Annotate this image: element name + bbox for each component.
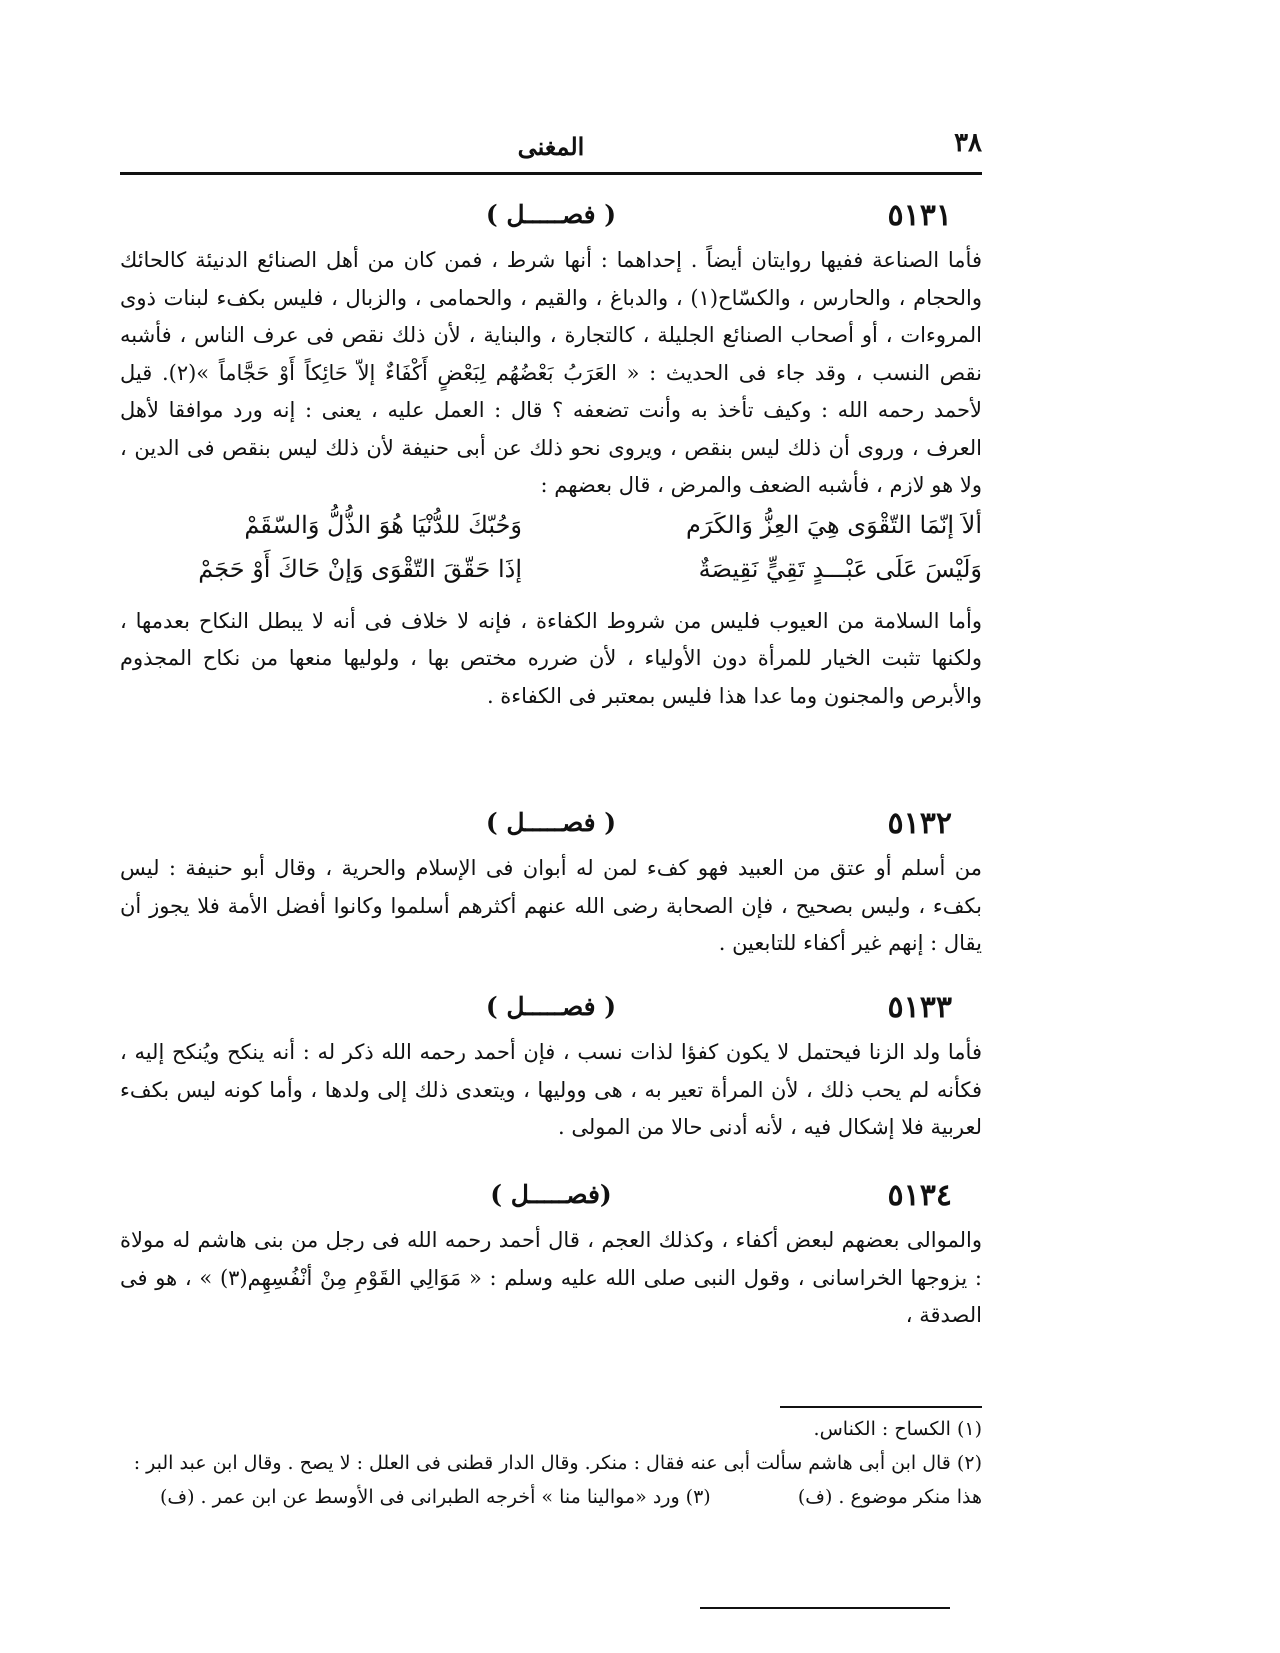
footnote-2: (٢) قال ابن أبى هاشم سألت أبى عنه فقال : منكر. وقال الدار قطنى فى العلل : لا يصح . وقال ابن عبد البر : [133,1452,982,1474]
page-header [120,128,982,168]
paragraph: من أسلم أو عتق من العبيد فهو كفء لمن له أبوان فى الإسلام والحرية ، وقال أبو حنيفة : ليس بكفء ، وليس بصحيح ، فإن الصحابة رضى الله عنهم أكثرهم أسلموا وكانوا أفضل الأمة فلا يجوز أن يقال : إنهم غير أكفاء للتابعين . [120,856,982,955]
page-number: ٣٨ [954,128,982,158]
section-heading [120,806,982,850]
footnote-line [120,1480,982,1514]
footnote-2-continuation: هذا منكر موضوع . (ف) [797,1486,982,1508]
verse-hemistich: إذَا حَقّقَ التّقْوَى وَإنْ حَاكَ أَوْ حَجَمْ [198,554,522,583]
section-heading [120,1178,982,1222]
section-number: ٥١٣٣ [887,990,952,1025]
section-number: ٥١٣١ [887,198,952,233]
footnote-3: (٣) ورد «موالينا منا » أخرجه الطبرانى فى الأوسط عن ابن عمر . (ف) [160,1486,711,1508]
section-title: ( فصـــــل ) [485,200,617,229]
header-rule [120,172,982,175]
section-heading [120,990,982,1034]
section-title: ( فصـــــل ) [485,808,617,837]
section-title: (فصـــــل ) [490,1180,612,1209]
running-title: المغنى [517,132,585,161]
section-number: ٥١٣٤ [887,1178,952,1213]
verse-hemistich: ألاَ إنّمَا التّقْوَى هِيَ العِزُّ وَالكَرَم [686,510,982,539]
verse-hemistich: وَلَيْسَ عَلَى عَبْـــدٍ تَقِيٍّ نَقِيصَةٌ [698,554,982,583]
section-5131 [120,198,982,715]
footnotes [120,1412,982,1514]
verse-hemistich: وَحُبّكَ للدُّنْيَا هُوَ الذُّلُّ وَالسّقَمْ [244,510,522,539]
section-5133 [120,990,982,1147]
section-heading [120,198,982,242]
footnote-1: (١) الكساح : الكناس. [813,1418,982,1440]
section-number: ٥١٣٢ [887,806,952,841]
footnote-separator [780,1406,982,1408]
bottom-rule [700,1607,950,1609]
paragraph: فأما الصناعة ففيها روايتان أيضاً . إحداهما : أنها شرط ، فمن كان من أهل الصنائع الدنيئة كالحائك والحجام ، والحارس ، والكسّاح(١) ، والدباغ ، والقيم ، والحمامى ، والزبال ، فليس بكفء لبنات ذوى المروءات ، أو أصحاب الصنائع الجليلة ، كالتجارة ، والبناية ، لأن ذلك نقص فى عرف الناس ، فأشبه نقص النسب ، وقد جاء فى الحديث : « العَرَبُ بَعْضُهُم لِبَعْضٍ أَكْفَاءٌ إلاّ حَائِكاً أَوْ حَجَّاماً »(٢). قيل لأحمد رحمه الله : وكيف تأخذ به وأنت تضعفه ؟ قال : العمل عليه ، يعنى : إنه ورد موافقا لأهل العرف ، وروى أن ذلك ليس بنقص ، ويروى نحو ذلك عن أبى حنيفة لأن ذلك ليس بنقص فى الدين ، ولا هو لازم ، فأشبه الضعف والمرض ، قال بعضهم : [120,248,982,497]
section-5134 [120,1178,982,1335]
paragraph: والموالى بعضهم لبعض أكفاء ، وكذلك العجم ، قال أحمد رحمه الله فى رجل من بنى هاشم له مولاة : يزوجها الخراسانى ، وقول النبى صلى الله عليه وسلم : « مَوَالِي القَوْمِ مِنْ أنْفُسِهِم(٣) » ، هو فى الصدقة ، [120,1228,982,1327]
paragraph: فأما ولد الزنا فيحتمل لا يكون كفؤا لذات نسب ، فإن أحمد رحمه الله ذكر له : أنه ينكح ويُنكح إليه ، فكأنه لم يحب ذلك ، لأن المرأة تعير به ، هى ووليها ، ويتعدى ذلك إلى ولدها ، وأما كونه ليس بكفء لعربية فلا إشكال فيه ، لأنه أدنى حالا من المولى . [120,1040,982,1139]
section-5132 [120,806,982,963]
paragraph: وأما السلامة من العيوب فليس من شروط الكفاءة ، فإنه لا خلاف فى أنه لا يبطل النكاح بعدمها ، ولكنها تثبت الخيار للمرأة دون الأولياء ، لأن ضرره مختص بها ، ولوليها منعها من نكاح المجذوم والأبرص والمجنون وما عدا هذا فليس بمعتبر فى الكفاءة . [120,608,982,708]
poem [120,511,982,597]
section-title: ( فصـــــل ) [485,992,617,1021]
